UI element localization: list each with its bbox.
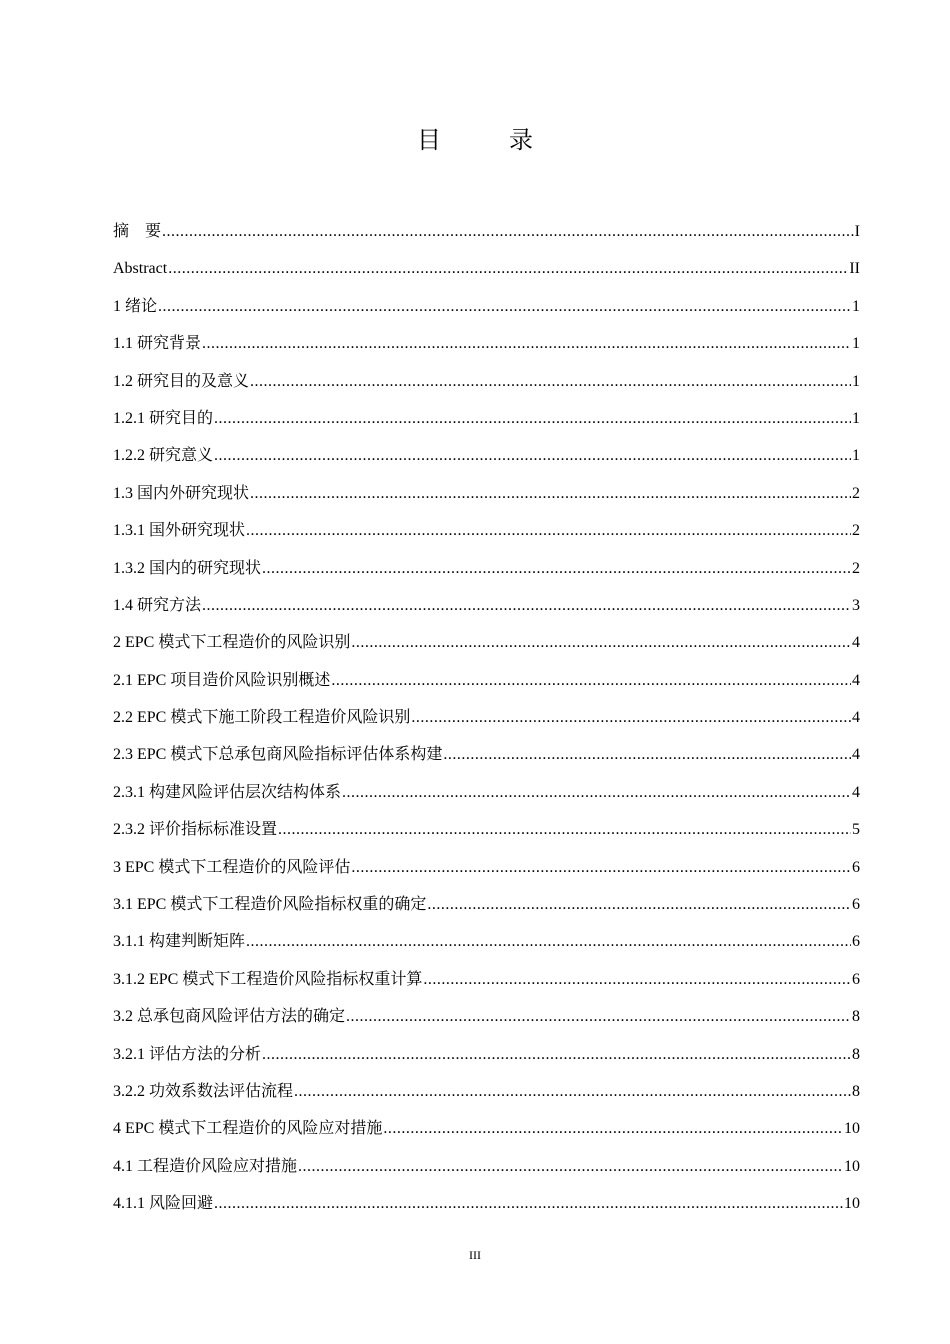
- table-of-contents: [113, 213, 860, 1223]
- toc-dot-leader: [168, 250, 848, 287]
- toc-entry-page[interactable]: 4: [852, 709, 860, 727]
- toc-entry-title[interactable]: 2 EPC 模式下工程造价的风险识别: [113, 634, 351, 652]
- toc-entry-page[interactable]: I: [854, 223, 860, 240]
- toc-dot-leader: [246, 923, 851, 960]
- toc-entry-page[interactable]: 4: [852, 783, 860, 801]
- toc-entry-title[interactable]: 1.3 国内外研究现状: [113, 484, 250, 502]
- toc-entry[interactable]: [113, 849, 860, 886]
- toc-entry-page[interactable]: 1: [852, 297, 860, 315]
- toc-entry[interactable]: [113, 1185, 860, 1222]
- toc-entry-title[interactable]: 1.4 研究方法: [113, 596, 202, 614]
- toc-entry[interactable]: [113, 736, 860, 773]
- toc-dot-leader: [298, 1148, 843, 1185]
- toc-entry[interactable]: [113, 961, 860, 998]
- toc-entry-page[interactable]: 1: [852, 447, 860, 465]
- toc-entry[interactable]: [113, 250, 860, 287]
- toc-dot-leader: [351, 849, 851, 886]
- page-title: 目 录: [417, 126, 555, 154]
- toc-entry-page[interactable]: 4: [852, 746, 860, 764]
- toc-entry-page[interactable]: 3: [852, 596, 860, 614]
- toc-dot-leader: [250, 363, 851, 400]
- toc-dot-leader: [246, 512, 851, 549]
- toc-entry-title[interactable]: 2.3.1 构建风险评估层次结构体系: [113, 783, 342, 801]
- toc-dot-leader: [342, 774, 851, 811]
- toc-entry[interactable]: [113, 587, 860, 624]
- toc-entry-title[interactable]: 3.2.1 评估方法的分析: [113, 1045, 262, 1063]
- toc-entry-title[interactable]: 1.1 研究背景: [113, 335, 202, 353]
- toc-entry-title[interactable]: 2.2 EPC 模式下施工阶段工程造价风险识别: [113, 709, 411, 727]
- toc-entry-title[interactable]: 4.1.1 风险回避: [113, 1195, 214, 1213]
- toc-entry-title[interactable]: 3.1.2 EPC 模式下工程造价风险指标权重计算: [113, 970, 423, 988]
- toc-entry-title[interactable]: 1.2.1 研究目的: [113, 409, 214, 427]
- toc-dot-leader: [214, 400, 851, 437]
- toc-entry-page[interactable]: 4: [852, 671, 860, 689]
- toc-entry[interactable]: [113, 363, 860, 400]
- toc-entry[interactable]: [113, 1110, 860, 1147]
- toc-entry[interactable]: [113, 699, 860, 736]
- toc-entry-page[interactable]: 6: [852, 858, 860, 876]
- toc-dot-leader: [158, 288, 851, 325]
- toc-entry[interactable]: [113, 1148, 860, 1185]
- toc-dot-leader: [214, 437, 851, 474]
- toc-dot-leader: [443, 736, 851, 773]
- toc-entry-page[interactable]: 4: [852, 634, 860, 652]
- toc-dot-leader: [250, 475, 851, 512]
- toc-entry[interactable]: [113, 437, 860, 474]
- toc-entry-page[interactable]: 10: [844, 1195, 860, 1213]
- toc-entry[interactable]: [113, 1073, 860, 1110]
- toc-entry-title[interactable]: 1.3.2 国内的研究现状: [113, 559, 262, 577]
- toc-dot-leader: [411, 699, 851, 736]
- toc-dot-leader: [294, 1073, 851, 1110]
- toc-entry-page[interactable]: 8: [852, 1008, 860, 1026]
- toc-entry-page[interactable]: 6: [852, 970, 860, 988]
- toc-entry-title[interactable]: 3.1 EPC 模式下工程造价风险指标权重的确定: [113, 896, 427, 914]
- toc-entry-page[interactable]: 2: [852, 522, 860, 540]
- toc-entry[interactable]: [113, 662, 860, 699]
- toc-dot-leader: [262, 1036, 851, 1073]
- toc-entry-page[interactable]: 6: [852, 933, 860, 951]
- toc-entry[interactable]: [113, 213, 860, 250]
- page-number: III: [469, 1248, 481, 1262]
- toc-entry[interactable]: [113, 886, 860, 923]
- toc-entry[interactable]: [113, 325, 860, 362]
- toc-entry-title[interactable]: 1.2 研究目的及意义: [113, 372, 250, 390]
- toc-entry-title[interactable]: 3.1.1 构建判断矩阵: [113, 933, 246, 951]
- toc-entry-page[interactable]: II: [849, 260, 860, 278]
- toc-entry-title[interactable]: 2.3 EPC 模式下总承包商风险指标评估体系构建: [113, 746, 443, 764]
- toc-entry[interactable]: [113, 550, 860, 587]
- toc-dot-leader: [162, 213, 854, 250]
- toc-entry-title[interactable]: 2.1 EPC 项目造价风险识别概述: [113, 671, 331, 689]
- toc-entry[interactable]: [113, 475, 860, 512]
- toc-entry-title[interactable]: 4 EPC 模式下工程造价的风险应对措施: [113, 1120, 383, 1138]
- toc-dot-leader: [278, 811, 851, 848]
- toc-entry-title[interactable]: 1.2.2 研究意义: [113, 447, 214, 465]
- toc-entry-title[interactable]: 2.3.2 评价指标标准设置: [113, 821, 278, 839]
- toc-dot-leader: [214, 1185, 843, 1222]
- toc-entry-title[interactable]: 1 绪论: [113, 297, 158, 315]
- toc-entry-page[interactable]: 8: [852, 1045, 860, 1063]
- toc-entry-page[interactable]: 1: [852, 372, 860, 390]
- toc-entry-page[interactable]: 10: [844, 1157, 860, 1175]
- toc-entry[interactable]: [113, 1036, 860, 1073]
- toc-dot-leader: [331, 662, 851, 699]
- toc-entry-title[interactable]: 4.1 工程造价风险应对措施: [113, 1157, 298, 1175]
- toc-entry-page[interactable]: 5: [852, 821, 860, 839]
- toc-entry-page[interactable]: 6: [852, 896, 860, 914]
- toc-entry-page[interactable]: 2: [852, 484, 860, 502]
- toc-dot-leader: [351, 624, 851, 661]
- toc-dot-leader: [346, 998, 851, 1035]
- toc-entry-page[interactable]: 1: [852, 409, 860, 427]
- toc-dot-leader: [202, 325, 851, 362]
- toc-entry-title[interactable]: 3.2 总承包商风险评估方法的确定: [113, 1008, 346, 1026]
- toc-entry-title[interactable]: Abstract: [113, 260, 168, 278]
- toc-entry-title[interactable]: 3 EPC 模式下工程造价的风险评估: [113, 858, 351, 876]
- toc-entry[interactable]: [113, 923, 860, 960]
- toc-entry-page[interactable]: 1: [852, 335, 860, 353]
- toc-dot-leader: [423, 961, 851, 998]
- toc-entry[interactable]: [113, 774, 860, 811]
- toc-entry-page[interactable]: 10: [844, 1120, 860, 1138]
- toc-entry[interactable]: [113, 400, 860, 437]
- toc-entry-page[interactable]: 8: [852, 1082, 860, 1100]
- toc-entry[interactable]: [113, 624, 860, 661]
- toc-entry-page[interactable]: 2: [852, 559, 860, 577]
- toc-entry-title[interactable]: 摘 要: [113, 223, 162, 240]
- toc-entry[interactable]: [113, 998, 860, 1035]
- toc-entry[interactable]: [113, 811, 860, 848]
- toc-dot-leader: [383, 1110, 843, 1147]
- toc-dot-leader: [262, 550, 851, 587]
- toc-entry[interactable]: [113, 512, 860, 549]
- toc-dot-leader: [202, 587, 851, 624]
- toc-dot-leader: [427, 886, 851, 923]
- toc-entry[interactable]: [113, 288, 860, 325]
- toc-entry-title[interactable]: 1.3.1 国外研究现状: [113, 522, 246, 540]
- toc-entry-title[interactable]: 3.2.2 功效系数法评估流程: [113, 1082, 294, 1100]
